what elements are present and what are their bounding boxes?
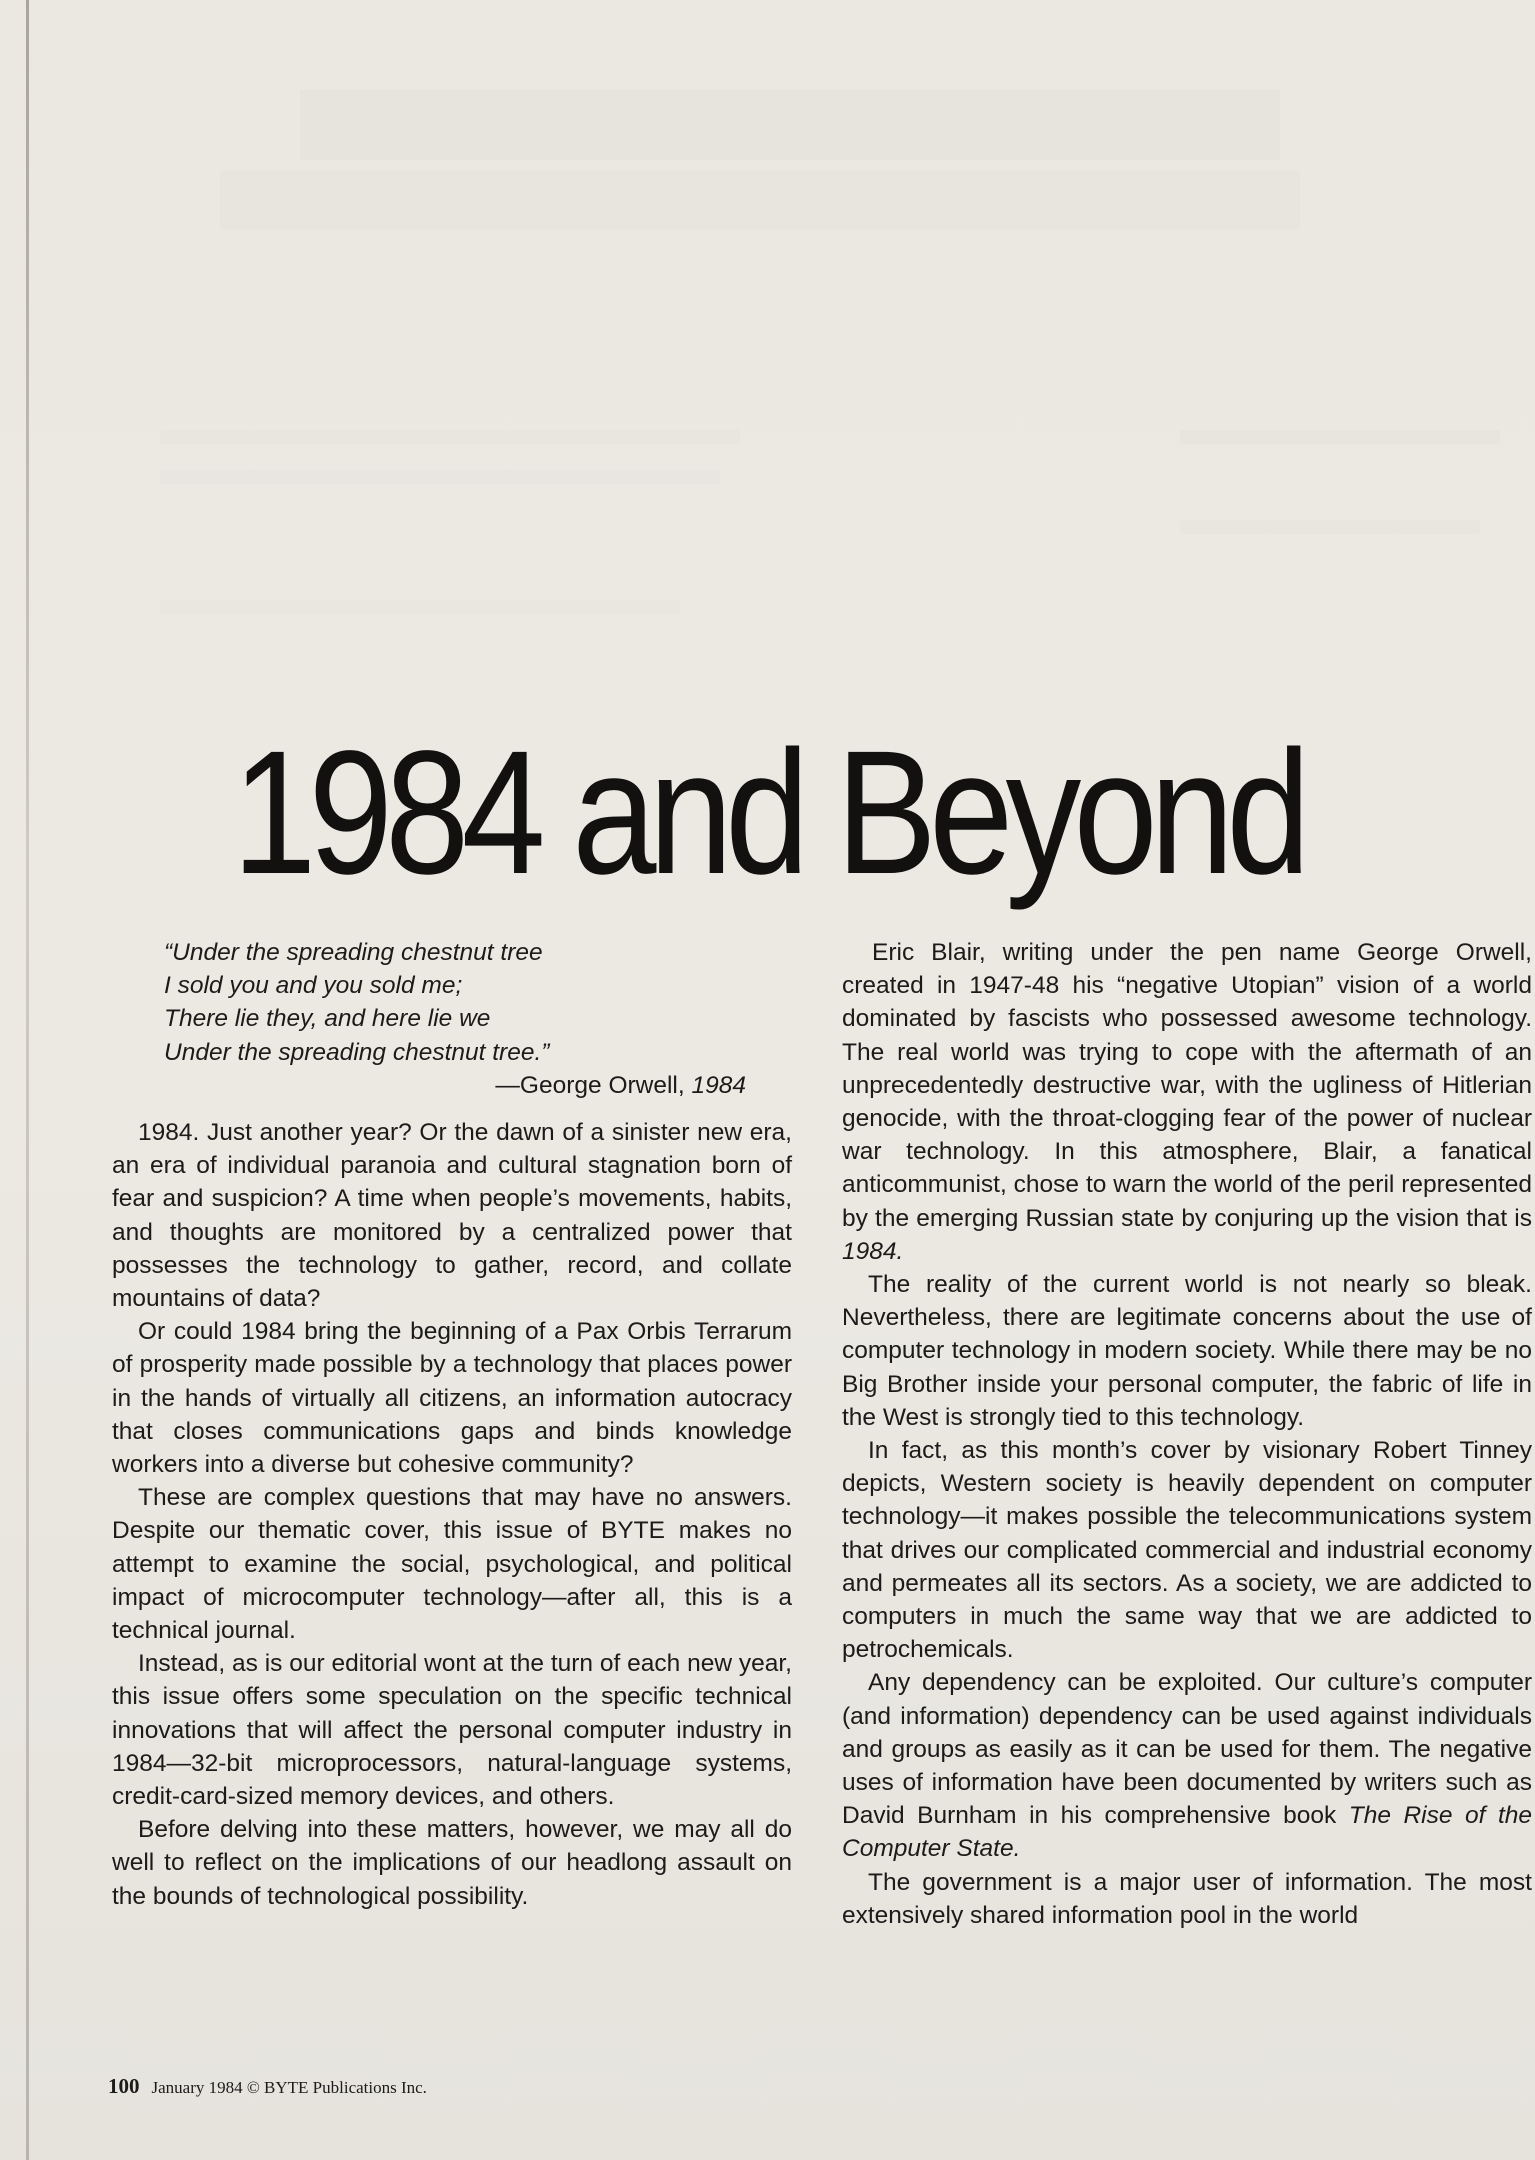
epigraph-line: I sold you and you sold me; (164, 972, 463, 1000)
paragraph-text: Eric Blair, writing under the pen name George Orwell, created in 1947-48 his “negative Utopian” vision of a world dominated by fascists who possessed awesome technology. The real world was trying to cope with the aftermath of an unprecedentedly destructive war, with the ugliness of Hitlerian genocide, with the throat-clogging fear of the power of nuclear war technology. In this atmosphere, Blair, a fanatical anticommunist, chose to warn the world of the peril represented by the emerging Russian state by conjuring up the vision that is (842, 939, 1532, 1232)
show-through-mark (160, 600, 680, 614)
body-paragraph (842, 1666, 1532, 1865)
paragraph-text: The reality of the current world is not nearly so bleak. Nevertheless, there are legitimate concerns about the use of computer technology in modern society. While there may be no Big Brother inside your personal computer, the fabric of life in the West is strongly tied to this technology. (842, 1271, 1532, 1431)
show-through-mark (220, 170, 1300, 230)
body-paragraph (842, 1268, 1532, 1434)
show-through-mark (160, 430, 740, 444)
paragraph-italic: 1984. (842, 1237, 904, 1265)
body-paragraph: 1984. Just another year? Or the dawn of a sinister new era, an era of individual paranoia and cultural stagnation born of fear and suspicion? A time when people’s movements, habits, and thoughts are monitored by a centralized power that possesses the technology to gather, record, and collate mountains of data? (112, 1118, 792, 1312)
show-through-mark (160, 470, 720, 484)
body-paragraph: Or could 1984 bring the beginning of a Pax Orbis Terrarum of prosperity made possible by a technology that places power in the hands of virtually all citizens, an information autocracy that closes communications gaps and binds knowledge workers into a diverse but cohesive community? (112, 1318, 792, 1478)
attribution-work: 1984 (691, 1071, 746, 1099)
attribution-author: —George Orwell, (495, 1071, 692, 1099)
right-column (842, 936, 1532, 1932)
epigraph-line: Under the spreading chestnut tree.” (164, 1038, 550, 1066)
show-through-mark (300, 90, 1280, 160)
page-binding-edge (26, 0, 29, 2160)
body-paragraph: These are complex questions that may have no answers. Despite our thematic cover, this issue of BYTE makes no attempt to examine the social, psychological, and political impact of microcomputer technology—after all, this is a technical journal. (112, 1484, 792, 1644)
body-paragraph (842, 1434, 1532, 1666)
page-number: 100 (108, 2074, 140, 2098)
paragraph-italic: The Rise of the Computer State. (842, 1802, 1533, 1863)
epigraph-line: “Under the spreading chestnut tree (164, 939, 543, 966)
paragraph-text: In fact, as this month’s cover by visionary Robert Tinney depicts, Western society is heavily dependent on computer technology—it makes possible the telecommunications system that drives our complicated commercial and industrial economy and permeates all its sectors. As a society, we are addicted to computers in much the same way that we are addicted to petrochemicals. (842, 1437, 1532, 1664)
left-column (112, 936, 792, 1913)
footer-credit: January 1984 © BYTE Publications Inc. (151, 2078, 427, 2097)
body-paragraph: Instead, as is our editorial wont at the turn of each new year, this issue offers some speculation on the specific technical innovations that will affect the personal computer industry in 1984—32-bit microprocessors, natural-language systems, credit-card-sized memory devices, and others. (112, 1650, 792, 1811)
epigraph-attribution (112, 1069, 792, 1102)
body-paragraph: Before delving into these matters, however, we may all do well to reflect on the implications of our headlong assault on the bounds of technological possibility. (112, 1816, 792, 1910)
epigraph (164, 936, 774, 1069)
page-footer (108, 2074, 427, 2099)
article-title: 1984 and Beyond (232, 715, 1303, 911)
paragraph-text: Any dependency can be exploited. Our culture’s computer (and information) dependency can be used against individuals and groups as easily as it can be used for them. The negative uses of information have been documented by writers such as David Burnham in his comprehensive book (842, 1669, 1532, 1830)
show-through-mark (1180, 520, 1480, 534)
body-paragraph (842, 1866, 1532, 1932)
epigraph-line: There lie they, and here lie we (164, 1005, 491, 1033)
show-through-mark (1180, 430, 1500, 444)
body-paragraph (842, 936, 1532, 1268)
paragraph-text: The government is a major user of information. The most extensively shared information pool in the world (842, 1868, 1532, 1929)
